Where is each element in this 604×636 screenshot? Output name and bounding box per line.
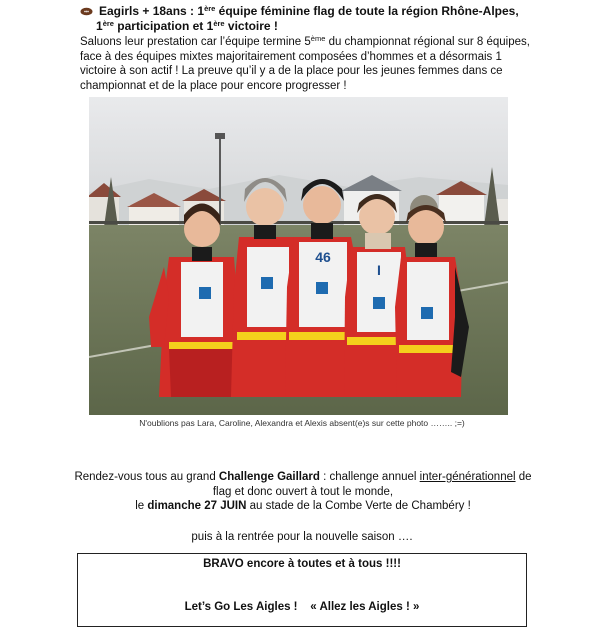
challenge-line-2 <box>70 499 536 514</box>
photo-caption: N'oublions pas Lara, Caroline, Alexandra et Alexis absent(e)s sur cette photo …….. ;=) <box>139 418 465 428</box>
team-photo <box>89 97 508 415</box>
inter-generational-link[interactable]: inter-générationnel <box>419 471 516 483</box>
lets-go-line: Let’s Go Les Aigles ! « Allez les Aigles ! » <box>184 601 420 613</box>
headline-text-a: Eagirls + 18ans : 1 <box>99 4 205 18</box>
headline-text-c: 1 <box>96 19 103 33</box>
challenge-text-a: Rendez-vous tous au grand <box>74 471 219 483</box>
jersey-number-46: 46 <box>315 249 331 265</box>
headline-line-1 <box>80 4 519 19</box>
headline-text-e: victoire ! <box>224 19 278 33</box>
bravo-box <box>77 553 527 627</box>
intro-text-a: Saluons leur prestation car l’équipe termine 5 <box>80 36 311 48</box>
intro-text-b: du championnat régional sur 8 équipes, face à des équipes mixtes majoritairement composées d’hommes et a désormais 1 victoire à son actif ! La preuve qu’il y a de la place pour les jeunes femmes dans ce championnat et de la place pour encore progresser ! <box>80 36 530 92</box>
bravo-line: BRAVO encore à toutes et à tous !!!! <box>203 558 401 570</box>
headline-sup-b: ère <box>102 19 114 28</box>
challenge-text-c: de flag et donc ouvert à tout le monde, <box>212 471 532 498</box>
challenge-text-d: le <box>135 500 148 512</box>
rentree-line: puis à la rentrée pour la nouvelle saison …. <box>191 531 413 543</box>
headline-sup-a: ère <box>204 4 216 13</box>
headline-text-b: équipe féminine flag de toute la région Rhône-Alpes, <box>215 4 519 18</box>
intro-paragraph <box>80 35 532 93</box>
team-photo-illustration <box>89 97 508 415</box>
challenge-line-1 <box>70 470 536 499</box>
football-icon <box>80 7 93 16</box>
challenge-date: dimanche 27 JUIN <box>147 500 247 512</box>
intro-sup: ème <box>310 34 326 43</box>
challenge-text-e: au stade de la Combe Verte de Chambéry ! <box>246 500 471 512</box>
headline-sup-c: ère <box>213 19 225 28</box>
headline <box>80 4 519 34</box>
headline-line-2 <box>80 19 519 34</box>
challenge-text-b: : challenge annuel <box>319 471 420 483</box>
challenge-event-name: Challenge Gaillard <box>218 471 320 483</box>
headline-text-d: participation et 1 <box>113 19 214 33</box>
jersey-number-1: I <box>377 262 381 278</box>
challenge-paragraph <box>70 470 536 514</box>
